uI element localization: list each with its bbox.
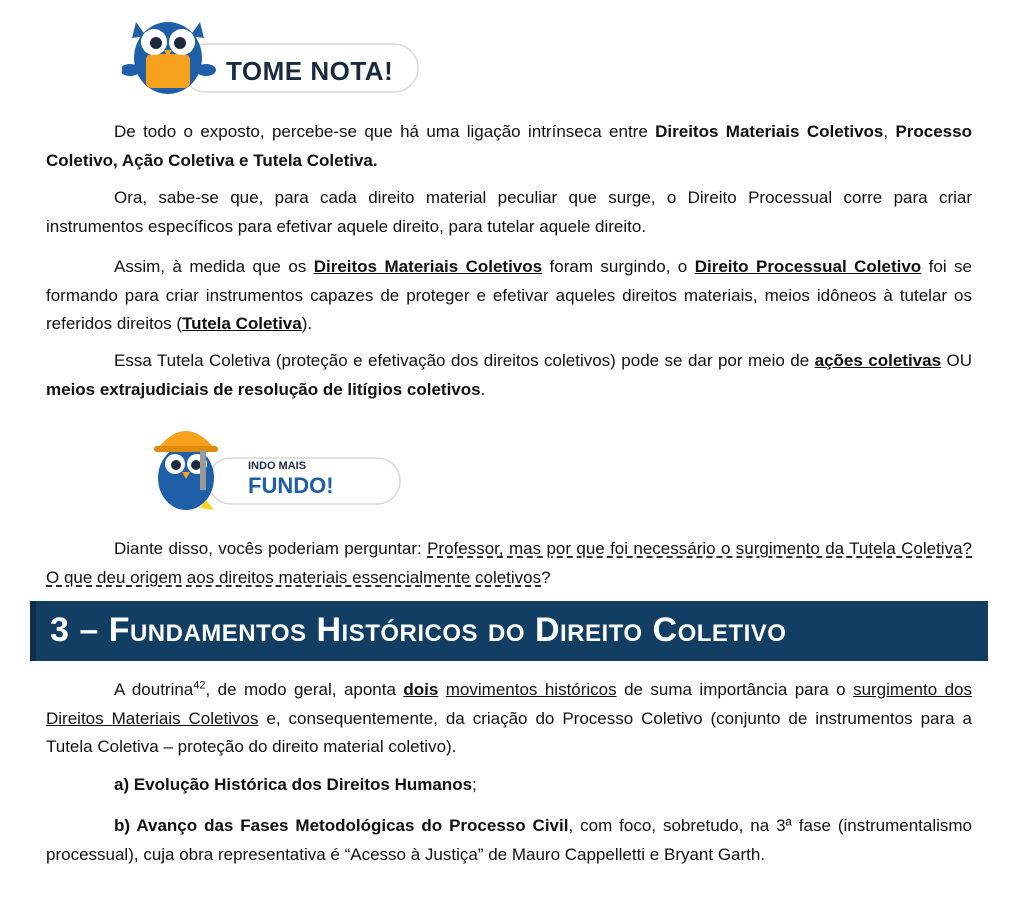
paragraph-5: Diante disso, vocês poderiam perguntar: Professor, mas por que foi necessário o surgimento da Tutela Coletiva? O que deu origem aos direitos materiais essencialmente coletivos? [46,539,972,587]
paragraph-8: b) Avanço das Fases Metodológicas do Processo Civil, com foco, sobretudo, na 3ª fase (instrumentalismo processual), cuja obra representativa é “Acesso à Justiça” de Mauro Cappelletti e Bryant Garth. [46,816,972,864]
tome-nota-badge [122,8,422,98]
paragraph-6: A doutrina$^{42}$, de modo geral, aponta dois movimentos históricos de suma importância para o surgimento dos Direitos Materiais Coletivos e, consequentemente, da criação do Processo Coletivo (conjunto de instrumentos para a Tutela Coletiva – proteção do direito material coletivo). [46,679,973,756]
section-heading-text: 3 – Fundamentos Históricos do Direito Coletivo [50,611,787,649]
indo-mais-text: INDO MAIS [248,460,307,472]
fundo-text: FUNDO! [248,473,334,498]
tome-nota-text: TOME NOTA! [226,56,394,86]
paragraph-4: Essa Tutela Coletiva (proteção e efetivação dos direitos coletivos) pode se dar por meio de ações coletivas OU meios extrajudiciais de resolução de litígios coletivos. [46,351,972,399]
section-heading [30,601,988,661]
paragraph-2: Ora, sabe-se que, para cada direito material peculiar que surge, o Direito Processual corre para criar instrumentos específicos para efetivar aquele direito, para tutelar aquele direito. [46,188,972,236]
paragraph-3: Assim, à medida que os Direitos Materiais Coletivos foram surgindo, o Direito Processual Coletivo foi se formando para criar instrumentos capazes de proteger e efetivar aqueles direitos materiais, meios idôneos à tutelar os referidos direitos (Tutela Coletiva). [46,257,972,333]
paragraph-7: a) Evolução Histórica dos Direitos Humanos; [114,775,477,794]
footnote-ref[interactable]: 42 [193,679,206,692]
paragraph-1: De todo o exposto, percebe-se que há uma ligação intrínseca entre Direitos Materiais Coletivos, Processo Coletivo, Ação Coletiva e Tutela Coletiva. [46,122,972,170]
indo-mais-fundo-badge [148,420,408,516]
